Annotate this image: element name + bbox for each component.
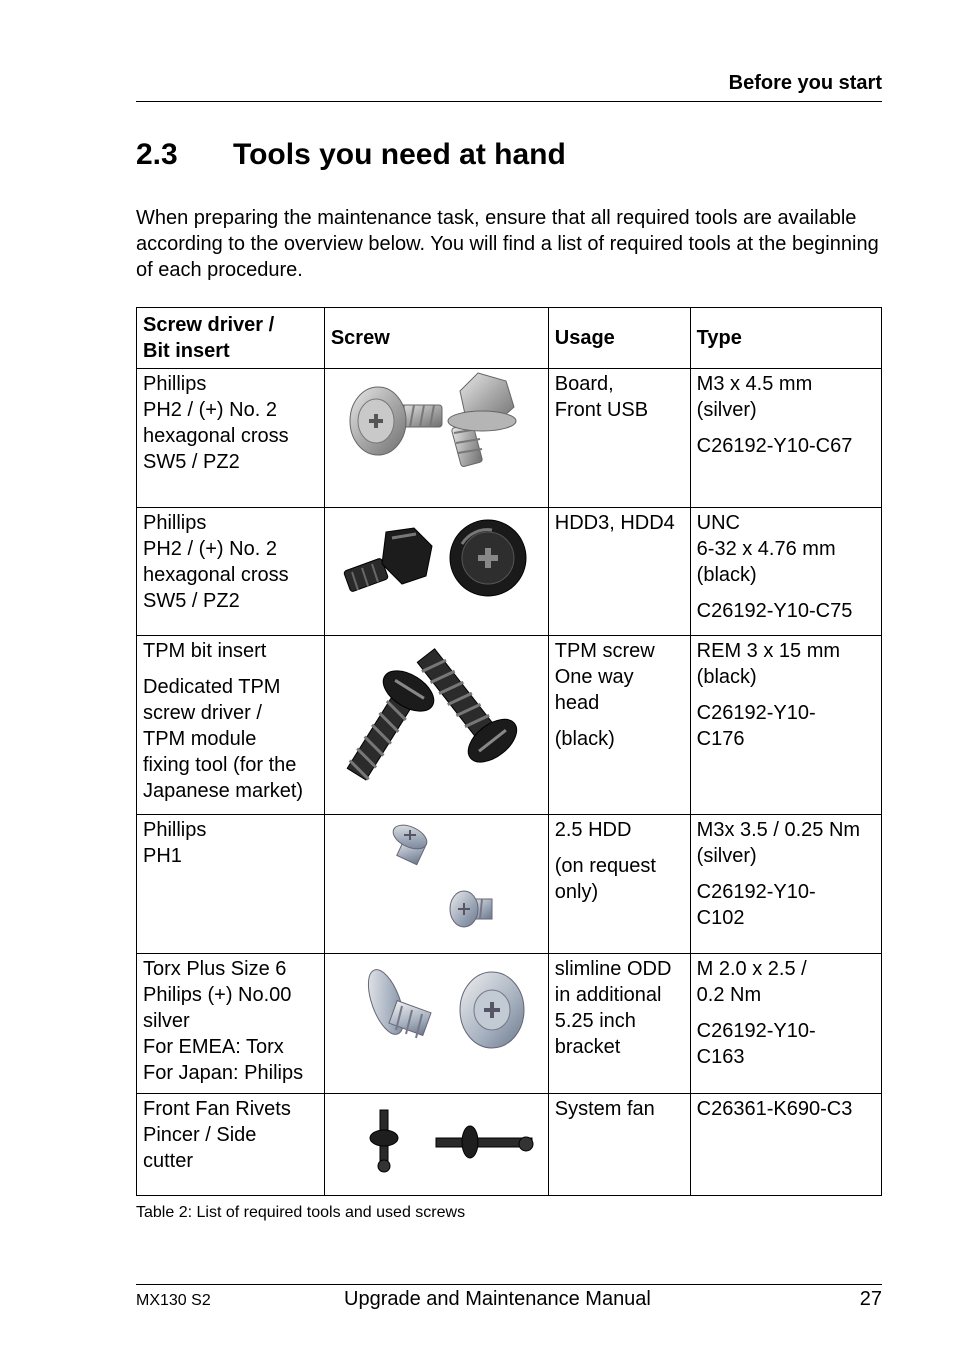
small-silver-screws-icon <box>336 817 536 947</box>
type-line: (black) <box>696 666 757 688</box>
tool-line: For Japan: Philips <box>143 1062 304 1084</box>
table-caption: Table 2: List of required tools and used screws <box>136 1204 466 1221</box>
tool-line: TPM module <box>143 728 257 750</box>
tool-line: silver <box>143 1010 190 1032</box>
part-number: C26192-Y10- C163 <box>696 1020 816 1068</box>
usage-line: 5.25 inch <box>554 1010 636 1032</box>
usage-line: Front USB <box>554 399 649 421</box>
tool-line: Dedicated TPM <box>143 676 281 698</box>
usage-cell <box>548 508 690 636</box>
tool-line: cutter <box>143 1150 194 1172</box>
tool-line: For EMEA: Torx <box>143 1036 284 1058</box>
type-line: 0.2 Nm <box>696 984 762 1006</box>
type-cell <box>690 636 881 815</box>
table-row <box>137 636 882 815</box>
type-line: (silver) <box>696 845 757 867</box>
tool-line: PH2 / (+) No. 2 <box>143 538 277 560</box>
tool-cell <box>137 369 325 508</box>
header-type: Type <box>690 308 881 369</box>
part-number: C26192-Y10- C176 <box>696 702 816 750</box>
table-row <box>137 815 882 954</box>
tool-line: hexagonal cross <box>143 425 289 447</box>
type-line: M3 x 4.5 mm <box>696 373 813 395</box>
tools-table <box>136 307 882 1196</box>
usage-cell <box>548 1094 690 1196</box>
tool-cell <box>137 508 325 636</box>
odd-screws-icon <box>336 956 536 1076</box>
header-tool-label: Screw driver / Bit insert <box>143 314 275 362</box>
table-row <box>137 1094 882 1196</box>
tool-line: Phillips <box>143 373 207 395</box>
footer-rule <box>136 1284 882 1285</box>
tool-cell <box>137 1094 325 1196</box>
usage-line: (on request only) <box>554 855 656 903</box>
table-row <box>137 954 882 1094</box>
black-hex-screws-icon <box>336 510 536 610</box>
type-line: 6-32 x 4.76 mm <box>696 538 836 560</box>
type-cell <box>690 369 881 508</box>
silver-hex-screws-icon <box>336 371 536 481</box>
type-cell <box>690 954 881 1094</box>
part-number: C26361-K690-C3 <box>696 1098 853 1120</box>
usage-line: System fan <box>554 1098 655 1120</box>
tool-line: Torx Plus Size 6 <box>143 958 287 980</box>
usage-line: (black) <box>554 728 615 750</box>
tool-line: Phillips <box>143 819 207 841</box>
tool-line: hexagonal cross <box>143 564 289 586</box>
usage-line: One way <box>554 666 634 688</box>
footer-manual-title: Upgrade and Maintenance Manual <box>344 1288 651 1310</box>
tool-line: TPM bit insert <box>143 640 267 662</box>
fan-rivets-icon <box>336 1096 536 1186</box>
tool-line: Front Fan Rivets <box>143 1098 291 1120</box>
table-row <box>137 369 882 508</box>
usage-line: 2.5 HDD <box>554 819 632 841</box>
tool-cell <box>137 954 325 1094</box>
type-line: M3x 3.5 / 0.25 Nm <box>696 819 861 841</box>
usage-line: Board, <box>554 373 614 395</box>
screw-image-cell <box>324 1094 548 1196</box>
part-number: C26192-Y10- C102 <box>696 881 816 929</box>
type-cell <box>690 1094 881 1196</box>
tool-line: Pincer / Side <box>143 1124 257 1146</box>
tool-line: screw driver / <box>143 702 262 724</box>
part-number: C26192-Y10-C75 <box>696 600 853 622</box>
part-number: C26192-Y10-C67 <box>696 435 853 457</box>
tool-line: Philips (+) No.00 <box>143 984 292 1006</box>
tool-cell <box>137 815 325 954</box>
footer-model: MX130 S2 <box>136 1292 211 1309</box>
tool-line: fixing tool (for the <box>143 754 297 776</box>
type-cell <box>690 508 881 636</box>
usage-line: HDD3, HDD4 <box>554 512 675 534</box>
usage-cell <box>548 815 690 954</box>
tool-line: PH2 / (+) No. 2 <box>143 399 277 421</box>
intro-paragraph: When preparing the maintenance task, ensure that all required tools are available according to the overview below. You will find a list of required tools at the beginning of each procedure. <box>136 207 879 281</box>
usage-line: head <box>554 692 600 714</box>
usage-cell <box>548 369 690 508</box>
usage-line: TPM screw <box>554 640 655 662</box>
screw-image-cell <box>324 636 548 815</box>
usage-cell <box>548 954 690 1094</box>
type-line: REM 3 x 15 mm <box>696 640 841 662</box>
section-title <box>136 138 566 172</box>
section-number: 2.3 <box>136 138 178 171</box>
screw-image-cell <box>324 369 548 508</box>
screw-image-cell <box>324 815 548 954</box>
header-tool <box>137 308 325 369</box>
screw-image-cell <box>324 508 548 636</box>
tpm-screws-icon <box>336 638 536 798</box>
header-screw: Screw <box>324 308 548 369</box>
page-number: 27 <box>859 1288 882 1310</box>
running-header: Before you start <box>728 72 882 94</box>
tool-line: SW5 / PZ2 <box>143 590 240 612</box>
section-heading: Tools you need at hand <box>233 138 566 171</box>
tool-line: PH1 <box>143 845 182 867</box>
screw-image-cell <box>324 954 548 1094</box>
table-header-row <box>137 308 882 369</box>
usage-line: slimline ODD <box>554 958 672 980</box>
tool-line: SW5 / PZ2 <box>143 451 240 473</box>
type-line: (black) <box>696 564 757 586</box>
tool-line: Japanese market) <box>143 780 304 802</box>
type-line: (silver) <box>696 399 757 421</box>
tool-cell <box>137 636 325 815</box>
type-line: M 2.0 x 2.5 / <box>696 958 807 980</box>
header-usage: Usage <box>548 308 690 369</box>
tool-line: Phillips <box>143 512 207 534</box>
table-row <box>137 508 882 636</box>
type-line: UNC <box>696 512 740 534</box>
usage-line: bracket <box>554 1036 621 1058</box>
usage-cell <box>548 636 690 815</box>
usage-line: in additional <box>554 984 662 1006</box>
header-rule <box>136 101 882 102</box>
type-cell <box>690 815 881 954</box>
